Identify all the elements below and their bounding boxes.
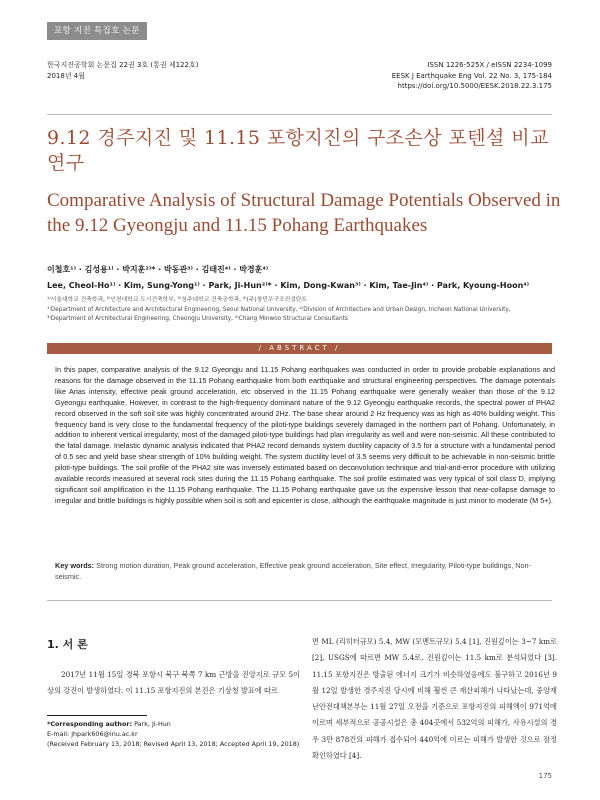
corresponding-author-label: *Corresponding author: — [47, 720, 133, 728]
journal-volume: 한국지진공학회 논문집 22권 3호 (통권 제122호) — [47, 61, 199, 69]
journal-date: 2018년 4월 — [47, 71, 86, 80]
keywords-list: Strong motion duration, Peak ground acceleration, Effective peak ground acceleration, Site effect, Irregularity, Piloti-type buildings, Non-seismic. — [55, 561, 531, 581]
author-email[interactable]: E-mail: jhpark606@inu.ac.kr — [47, 730, 138, 738]
abstract-divider — [47, 600, 552, 601]
special-issue-tag: 포항 지진 특집호 논문 — [47, 22, 147, 40]
title-korean: 9.12 경주지진 및 11.15 포항지진의 구조손상 포텐셜 비교연구 — [47, 127, 549, 174]
intro-left-column: 2017년 11월 15일 경북 포항시 북구 북쪽 7 km 근방을 진앙지로 규모 5이상의 강진이 발생하였다. 이 11.15 포항지진의 본진은 기상청 발표에 따르 — [47, 670, 300, 695]
affiliation-english-2: ³⁾Department of Architectural Engineering, Cheongju University, ⁴⁾Chang Minwoo Structural Consultants — [47, 316, 348, 322]
eesk-citation: EESK J Earthquake Eng Vol. 22 No. 3, 175-184 — [391, 71, 552, 80]
affiliations — [47, 296, 557, 325]
abstract-heading: / ABSTRACT / — [47, 343, 552, 354]
footnote-divider — [47, 715, 147, 716]
received-dates: (Received February 13, 2018; Revised April 13, 2018; Accepted April 19, 2018) — [47, 740, 300, 748]
section-heading: 1. 서 론 — [47, 638, 88, 651]
authors-korean: 이철호¹⁾ · 김성용¹⁾ · 박지훈²⁾* · 박동관³⁾ · 김태진⁴⁾ · 박경훈⁴⁾ — [47, 265, 269, 274]
affiliation-english-1: ¹⁾Department of Architecture and Architectural Engineering, Seoul National University, ²⁾Division of Architecture and Urban Design, Incheon National University, — [47, 306, 511, 313]
title-english: Comparative Analysis of Structural Damage Potentials Observed in the 9.12 Gyeongju and 11.15 Pohang Earthquakes — [47, 190, 561, 236]
keywords-label: Key words: — [55, 561, 95, 570]
page-number: 175 — [538, 772, 552, 780]
corresponding-author — [47, 719, 300, 729]
affiliation-korean: ¹⁾서울대학교 건축학과, ²⁾인천대학교 도시건축학부, ³⁾청주대학교 건축공학과, ⁴⁾(주)창민우구조컨설탄트 — [47, 297, 308, 303]
doi-link[interactable]: https://doi.org/10.5000/EESK.2018.22.3.175 — [397, 82, 552, 90]
footnote — [47, 719, 300, 749]
abstract-text: In this paper, comparative analysis of the 9.12 Gyeongju and 11.15 Pohang earthquakes was conducted in order to provide probable explanations and reasons for the damage observed in the 11.15 Pohang earthquake from both earthquake and structural engineering perspectives. The damage potentials like Arias intensity, effective peak ground acceleration, etc observed in the 11.15 Pohang earthquake were generally weaker than those of the 9.12 Gyeongju earthquake. However, in contrast to the high-frequency dominant nature of the 9.12 Gyeongju earthquake records, the spectral power of PHA2 record observed in the soft soil site was highly concentrated around 2Hz. The base shear around 2 Hz frequency was as high as 40% building weight. This frequency band is very close to the fundamental frequency of the piloti-type buildings severely damaged in the northern part of Pohang. Unfortunately, in addition to inherent vertical irregularity, most of the damaged piloti-type buildings had plan irregularity as well and were non-seismic. All these contributed to the fatal damage. Inelastic dynamic analysis indicated that PHA2 record demands system ductility capacity of 3.5 for a structure with a fundamental period of 0.5 sec and yield base shear strength of 10% building weight. The system ductility level of 3.5 seems very difficult to be achievable in non-seismic brittle piloti-type buildings. The soil profile of the PHA2 site was inversely estimated based on deconvolution technique and trial-and-error procedure with utilizing available records measured at several rock sites during the 11.15 Pohang earthquake. The soil profile estimated was very typical of soil class D, implying significant soil amplification in the 11.15 Pohang earthquake. The 11.15 Pohang earthquake gave us the expensive lesson that near-collapse damage to irregular and brittle buildings is highly possible when soil is soft and epicenter is close, although the earthquake magnitude is just minor to moderate (M 5+). — [55, 365, 555, 505]
issn: ISSN 1226-525X / eISSN 2234-1099 — [427, 61, 552, 69]
authors-english: Lee, Cheol-Ho¹⁾ · Kim, Sung-Yong¹⁾ · Park, Ji-Hun²⁾* · Kim, Dong-Kwan³⁾ · Kim, Tae-Jin⁴⁾ · Park, Kyoung-Hoon⁴⁾ — [47, 281, 530, 290]
header-divider — [47, 114, 552, 115]
intro-right-column: 면 ML (리히터규모) 5.4, MW (모멘트규모) 5.4 [1], 진원깊이는 3~7 km로 [2], USGS에 따르면 MW 5.4로, 진원깊이는 11.5 km로 분석되었다 [3]. 11.15 포항지진은 방출된 에너지 크기가 비슷하였음에도 불구하고 2016년 9월 12일 발생한 경주지진 당시에 비해 훨씬 큰 재산피해가 나타났는데, 중앙재난안전대책본부는 11월 27일 오전을 기준으로 포항지진의 피해액이 971억에 이르며 세부적으로 공공시설은 총 404곳에서 532억의 피해가, 사유시설의 경우 3만 878건의 피해가 접수되어 440억에 이르는 피해가 발생한 것으로 잠정 확인하였다 [4]. — [312, 637, 557, 761]
journal-info — [47, 60, 199, 81]
corresponding-author-name: Park, Ji-Hun — [134, 720, 171, 728]
keywords — [55, 561, 555, 583]
journal-ids — [392, 60, 552, 92]
